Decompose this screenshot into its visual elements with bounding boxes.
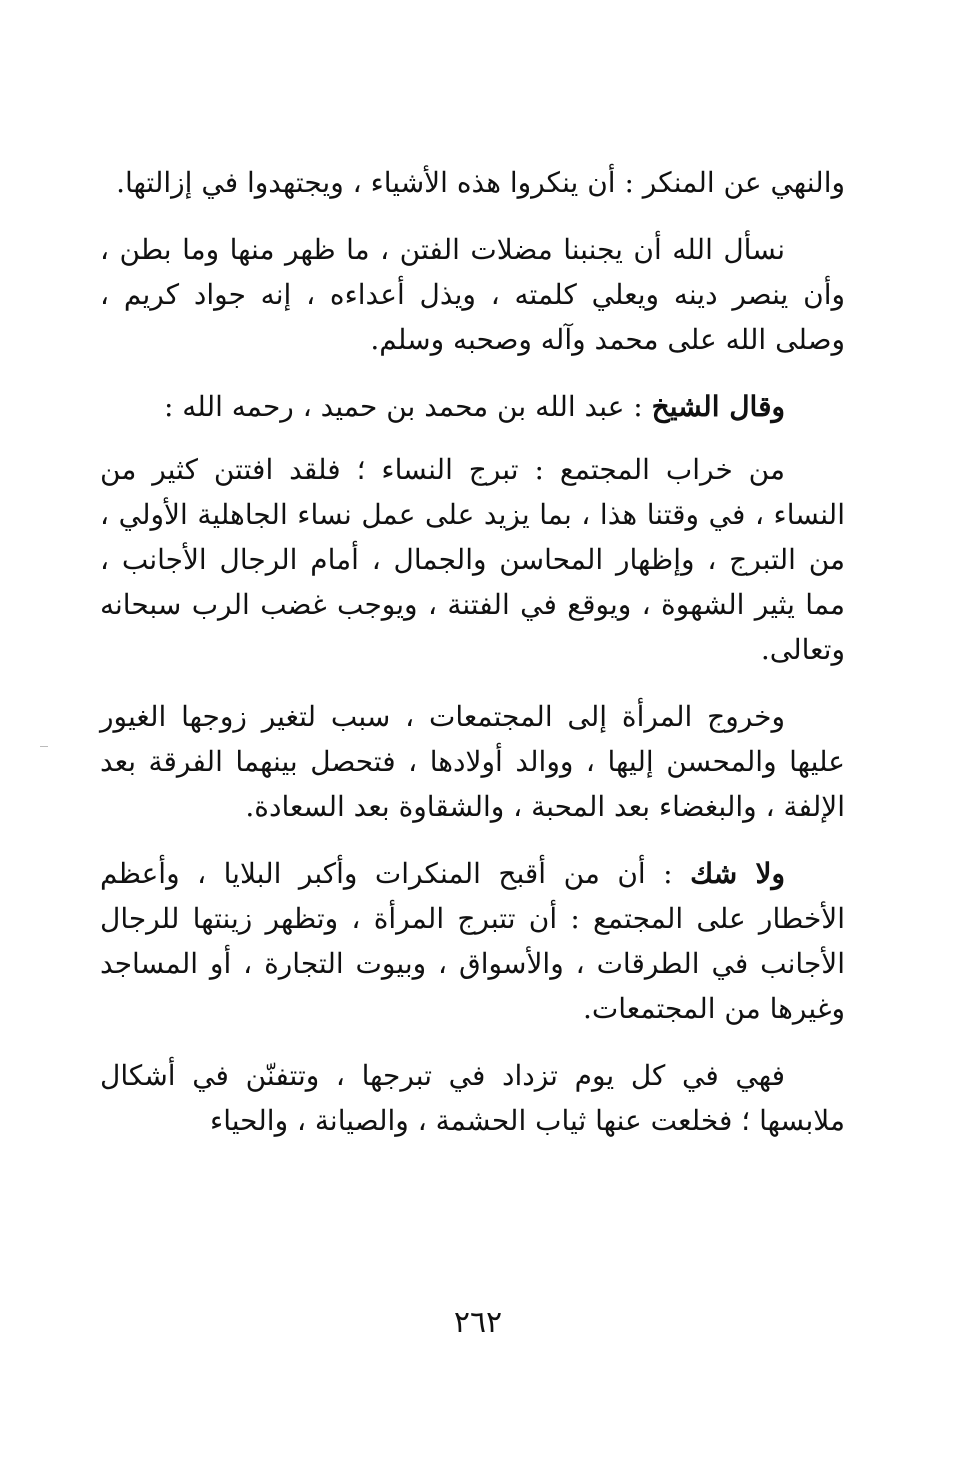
paragraph-7 [100, 1053, 845, 1143]
paragraph-6-lead: ولا شك [690, 857, 785, 890]
paragraph-7-text: فهي في كل يوم تزداد في تبرجها ، وتتفنّن في أشكال ملابسها ؛ فخلعت عنها ثياب الحشمة ، والصيانة ، والحياء [100, 1059, 845, 1137]
page-number: ٢٦٢ [453, 1305, 503, 1340]
paragraph-6-text: : أن من أقبح المنكرات وأكبر البلايا ، وأعظم الأخطار على المجتمع : أن تتبرج المرأة ، وتظهر زينتها للرجال الأجانب في الطرقات ، والأسواق ، وبيوت التجارة ، أو المساجد وغيرها من المجتمعات. [100, 857, 846, 1025]
paragraph-4 [100, 447, 845, 672]
paragraph-2 [100, 227, 845, 362]
paragraph-3-text: : عبد الله بن محمد بن حميد ، رحمه الله : [163, 390, 652, 423]
paragraph-6 [100, 851, 845, 1031]
paragraph-5-text: وخروج المرأة إلى المجتمعات ، سبب لتغير زوجها الغيور عليها والمحسن إليها ، ووالد أولادها ، فتحصل بينهما الفرقة بعد الإلفة ، والبغضاء بعد المحبة ، والشقاوة بعد السعادة. [100, 700, 845, 823]
paragraph-1 [100, 160, 845, 205]
margin-mark [40, 746, 48, 747]
page-body [100, 160, 845, 1165]
paragraph-3 [100, 384, 845, 429]
paragraph-3-lead: وقال الشيخ [651, 390, 785, 423]
paragraph-1-text: والنهي عن المنكر : أن ينكروا هذه الأشياء ، ويجتهدوا في إزالتها. [116, 166, 845, 199]
paragraph-5 [100, 694, 845, 829]
paragraph-4-text: من خراب المجتمع : تبرج النساء ؛ فلقد افتتن كثير من النساء ، في وقتنا هذا ، بما يزيد على عمل نساء الجاهلية الأولي ، من التبرج ، وإظهار المحاسن والجمال ، أمام الرجال الأجانب ، مما يثير الشهوة ، ويوقع في الفتنة ، ويوجب غضب الرب سبحانه وتعالى. [100, 453, 845, 666]
paragraph-2-text: نسأل الله أن يجنبنا مضلات الفتن ، ما ظهر منها وما بطن ، وأن ينصر دينه ويعلي كلمته ، ويذل أعداءه ، إنه جواد كريم ، وصلى الله على محمد وآله وصحبه وسلم. [100, 233, 845, 356]
